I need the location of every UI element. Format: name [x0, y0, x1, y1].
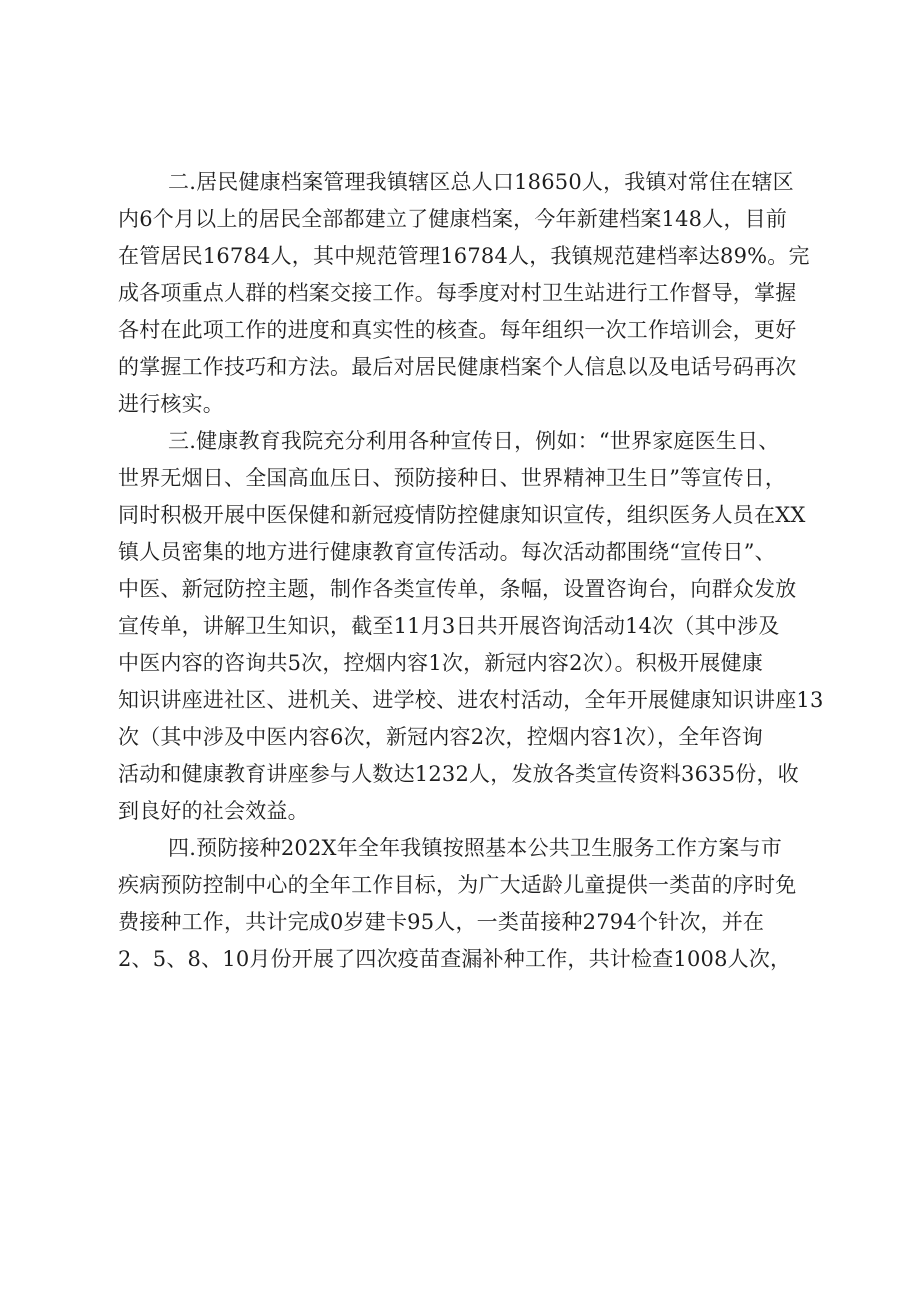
paragraph-3-line-4: 镇人员密集的地方进行健康教育宣传活动。每次活动都围绕“宣传日”、 [118, 540, 776, 564]
paragraph-3-line-2: 世界无烟日、全国高血压日、预防接种日、世界精神卫生日”等宣传日， [118, 466, 787, 490]
paragraph-3-line-7: 中医内容的咨询共5次，控烟内容1次，新冠内容2次）。积极开展健康 [118, 651, 763, 675]
paragraph-3-line-6: 宣传单，讲解卫生知识，截至11月3日共开展咨询活动14次（其中涉及 [118, 614, 780, 638]
paragraph-2-line-1: 二.居民健康档案管理我镇辖区总人口18650人，我镇对常住在辖区 [168, 170, 794, 194]
paragraph-2-line-2: 内6个月以上的居民全部都建立了健康档案，今年新建档案148人，目前 [118, 207, 788, 231]
paragraph-3-line-10: 活动和健康教育讲座参与人数达1232人，发放各类宣传资料3635份，收 [118, 762, 799, 786]
paragraph-3-line-3: 同时积极开展中医保健和新冠疫情防控健康知识宣传，组织医务人员在XX [118, 503, 806, 527]
paragraph-2-line-4: 成各项重点人群的档案交接工作。每季度对村卫生站进行工作督导，掌握 [118, 281, 797, 305]
paragraph-4-line-1: 四.预防接种202X年全年我镇按照基本公共卫生服务工作方案与市 [168, 836, 782, 860]
paragraph-2-line-6: 的掌握工作技巧和方法。最后对居民健康档案个人信息以及电话号码再次 [118, 355, 797, 379]
paragraph-2-line-5: 各村在此项工作的进度和真实性的核查。每年组织一次工作培训会，更好 [118, 318, 797, 342]
paragraph-2-line-3: 在管居民16784人，其中规范管理16784人，我镇规范建档率达89%。完 [118, 244, 810, 268]
paragraph-3-line-11: 到良好的社会效益。 [118, 799, 309, 823]
paragraph-4-line-2: 疾病预防控制中心的全年工作目标，为广大适龄儿童提供一类苗的序时免 [118, 873, 797, 897]
paragraph-3-line-5: 中医、新冠防控主题，制作各类宣传单，条幅，设置咨询台，向群众发放 [118, 577, 797, 601]
paragraph-3-line-9: 次（其中涉及中医内容6次，新冠内容2次，控烟内容1次），全年咨询 [118, 725, 763, 749]
paragraph-4-line-4: 2、5、8、10月份开展了四次疫苗查漏补种工作，共计检查1008人次， [118, 947, 792, 971]
paragraph-4-line-3: 费接种工作，共计完成0岁建卡95人，一类苗接种2794个针次，并在 [118, 910, 765, 934]
paragraph-3-line-1: 三.健康教育我院充分利用各种宣传日，例如：“世界家庭医生日、 [168, 429, 780, 453]
paragraph-3-line-8: 知识讲座进社区、进机关、进学校、进农村活动，全年开展健康知识讲座13 [118, 688, 824, 712]
paragraph-2-line-7: 进行核实。 [118, 392, 224, 416]
